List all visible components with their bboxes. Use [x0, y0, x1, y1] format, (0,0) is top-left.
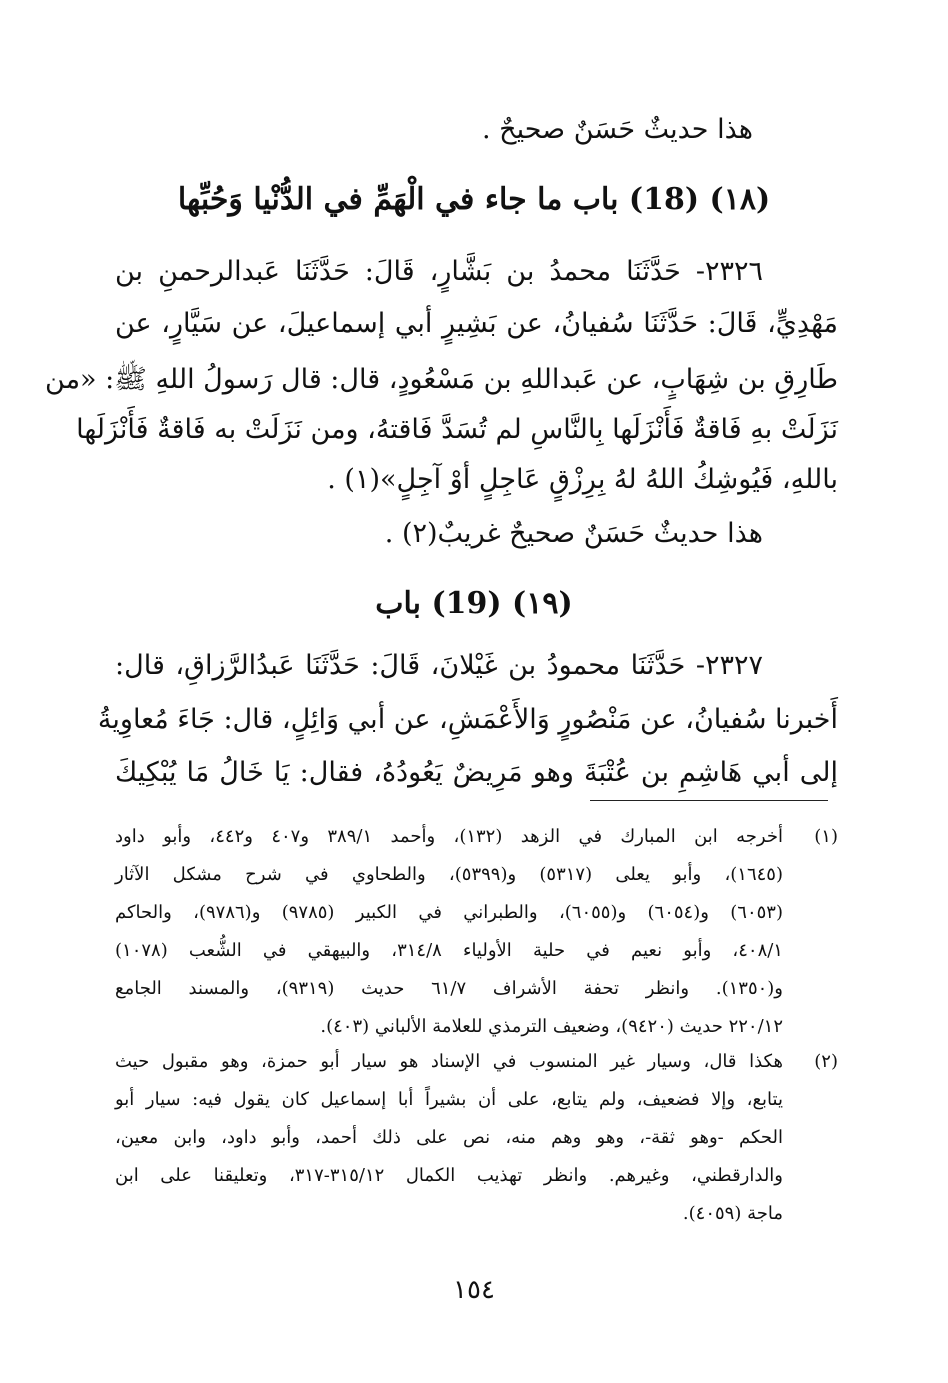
chapter-heading-19: (١٩) (19) باب	[375, 586, 573, 621]
footnote-line: والدارقطني، وغيرهم. وانظر تهذيب الكمال ٣١٥/١٢-٣١٧، وتعليقنا على ابن	[115, 1165, 783, 1186]
footnote-line: الحكم -وهو ثقة-، وهو وهم منه، نص على ذلك أحمد، وأبو داود، وابن معين،	[115, 1127, 783, 1148]
chapter-heading-18: (١٨) (18) باب ما جاء في الْهَمِّ في الدُّنْيا وَحُبِّها	[177, 182, 771, 217]
hadith-grading: هذا حديثٌ حَسَنٌ صحيحٌ غريبٌ(٢) .	[384, 518, 763, 549]
text-line: باللهِ، فَيُوشِكُ اللهُ لهُ بِرِزْقٍ عَاجِلٍ أوْ آجِلٍ»(١) .	[327, 464, 838, 495]
text-line: طَارِقِ بن شِهَابٍ، عن عَبداللهِ بن مَسْعُودٍ، قال: قال رَسولُ اللهِ ﷺ: «من	[45, 364, 838, 395]
footnote-line: ٢٢٠/١٢ حديث (٩٤٢٠)، وضعيف الترمذي للعلامة الألباني (٤٠٣).	[320, 1016, 783, 1037]
footnote-line: و(١٣٥٠). وانظر تحفة الأشراف ٦١/٧ حديث (٩٣١٩)، والمسند الجامع	[115, 978, 783, 999]
hadith-grading: هذا حديثٌ حَسَنٌ صحيحٌ .	[482, 114, 753, 145]
footnote-line: ٤٠٨/١، وأبو نعيم في حلية الأولياء ٣١٤/٨، والبيهقي في الشُّعب (١٠٧٨)	[115, 940, 783, 961]
footnote-line: ماجة (٤٠٥٩).	[682, 1203, 783, 1224]
text-line: نَزَلَتْ بهِ فَاقةٌ فَأَنْزَلَها بِالنَّاسِ لم تُسَدَّ فَاقتهُ، ومن نَزَلَتْ به فَاقةٌ فَأَنْزَلَها	[76, 414, 838, 445]
footnote-separator	[590, 800, 828, 801]
footnote-line: (١٦٤٥)، وأبو يعلى (٥٣١٧) و(٥٣٩٩)، والطحاوي في شرح مشكل الآثار	[115, 864, 783, 885]
text-line: مَهْدِيٍّ، قَالَ: حَدَّثَنَا سُفيانُ، عن بَشِيرٍ أبي إسماعيلَ، عن سَيَّارٍ، عن	[115, 308, 838, 339]
footnote-number: (٢)	[814, 1051, 838, 1072]
footnote-line: أخرجه ابن المبارك في الزهد (١٣٢)، وأحمد ٣٨٩/١ و٤٠٧ و٤٤٢، وأبو داود	[115, 826, 783, 847]
footnote-line: يتابع، وإلا فضعيف، ولم يتابع، على أن بشيراً أبا إسماعيل كان يقول فيه: سيار أبو	[115, 1089, 783, 1110]
page-number: ١٥٤	[453, 1275, 495, 1305]
footnote-line: هكذا قال، وسيار غير المنسوب في الإسناد هو سيار أبو حمزة، وهو مقبول حيث	[115, 1051, 783, 1072]
text-line: ٢٣٢٦- حَدَّثَنَا محمدُ بن بَشَّارٍ، قَالَ: حَدَّثَنَا عَبدالرحمنِ بن	[115, 256, 763, 287]
footnote-line: (٦٠٥٣) و(٦٠٥٤) و(٦٠٥٥)، والطبراني في الكبير (٩٧٨٥) و(٩٧٨٦)، والحاكم	[115, 902, 783, 923]
text-line: أَخبرنا سُفيانُ، عن مَنْصُورٍ وَالأَعْمَشِ، عن أبي وَائِلٍ، قال: جَاءَ مُعاوِيةُ	[97, 704, 838, 735]
text-line: ٢٣٢٧- حَدَّثَنَا محمودُ بن غَيْلانَ، قَالَ: حَدَّثَنَا عَبدُالرَّزاقِ، قال:	[115, 650, 763, 681]
text-line: إلى أبي هَاشِمِ بن عُتْبَةَ وهو مَرِيضٌ يَعُودُهُ، فقال: يَا خَالُ مَا يُبْكِيكَ	[115, 757, 838, 788]
footnote-number: (١)	[814, 826, 838, 847]
